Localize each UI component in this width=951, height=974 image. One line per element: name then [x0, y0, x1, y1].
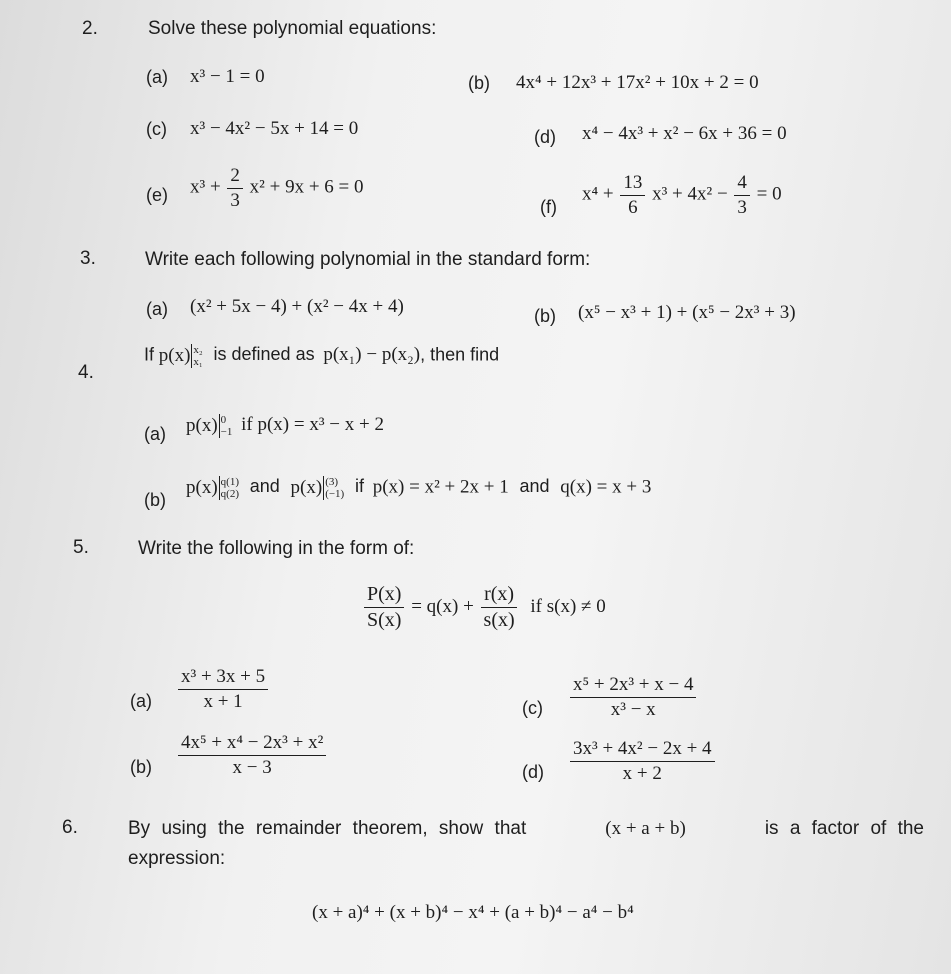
q5-form-denominator-1: S(x) [367, 609, 402, 631]
q3a-expression: (x² + 5x − 4) + (x² − 4x + 4) [190, 296, 404, 317]
q4b-expression [186, 476, 651, 500]
q2d-label: (d) [534, 127, 556, 147]
question-5-number: 5. [73, 537, 89, 558]
q4b-px-1: p(x) [186, 477, 218, 499]
q4-then-text: , then find [420, 344, 500, 365]
q6-text-3: expression: [128, 848, 226, 869]
question-3-heading: Write each following polynomial in the standard form: [145, 249, 591, 270]
q5c-label: (c) [522, 698, 543, 718]
q4a-upper-limit: 0 [220, 414, 227, 426]
q2a-equation: x³ − 1 = 0 [190, 66, 265, 87]
q4b-eval-notation-1 [186, 476, 239, 500]
q2d-equation: x⁴ − 4x³ + x² − 6x + 36 = 0 [582, 123, 787, 144]
q4b-if: if [354, 476, 364, 497]
question-2-number: 2. [82, 18, 98, 39]
q5d-fraction [568, 738, 717, 785]
q4-defined-text: is defined as [213, 344, 315, 365]
q5b-numerator: 4x⁵ + x⁴ − 2x³ + x² [178, 732, 326, 756]
q4b-eval-notation-2 [291, 476, 345, 500]
q4b-label: (b) [144, 490, 166, 510]
q2a-label: (a) [146, 67, 168, 87]
q4-px: p(x) [158, 345, 191, 367]
q5-form-condition: if s(x) ≠ 0 [530, 595, 606, 617]
q4b-and-2: and [519, 476, 550, 497]
q4-lower-limit: x₁ [193, 356, 203, 369]
question-4-number: 4. [78, 362, 94, 383]
q2f-pre: x⁴ + [582, 183, 614, 205]
q5-form-fraction-1 [364, 583, 404, 632]
q4a-expression [186, 414, 384, 438]
q5a-label: (a) [130, 691, 152, 711]
q5b-denominator: x − 3 [232, 756, 272, 778]
q4a-lower-limit: −1 [220, 426, 233, 439]
q6-text-2: is a factor of the [764, 818, 924, 839]
q4b-lower-limit-1: q(2) [220, 488, 239, 501]
q2f-denominator-1: 6 [628, 196, 638, 218]
q2f-label: (f) [540, 197, 557, 217]
q5-form-equation [362, 583, 606, 632]
q2e-label: (e) [146, 185, 168, 205]
q5d-denominator: x + 2 [622, 762, 662, 784]
q2e-post: x² + 9x + 6 = 0 [249, 176, 364, 198]
q2f-fraction-1 [620, 172, 645, 219]
q2e-equation [190, 165, 364, 212]
q5a-fraction [176, 666, 270, 713]
q2f-fraction-2 [734, 172, 750, 219]
q4b-px-2: p(x) [290, 477, 323, 499]
q5c-fraction [568, 674, 698, 721]
q5-form-mid: = q(x) + [411, 595, 474, 617]
q5b-frac [178, 732, 326, 779]
q5c-numerator: x⁵ + 2x³ + x − 4 [570, 674, 696, 698]
q3a-label: (a) [146, 299, 168, 319]
q2b-equation: 4x⁴ + 12x³ + 17x² + 10x + 2 = 0 [516, 72, 759, 93]
q6-expression: (x + a)⁴ + (x + b)⁴ − x⁴ + (a + b)⁴ − a⁴ − b⁴ [312, 902, 634, 923]
q5c-denominator: x³ − x [610, 698, 656, 720]
q5b-label: (b) [130, 757, 152, 777]
q2f-numerator-2: 4 [734, 172, 750, 196]
q2f-mid: x³ + 4x² − [652, 183, 728, 205]
q4-eval-notation [159, 344, 203, 368]
q4b-lower-limit-2: (−1) [325, 488, 345, 501]
q5-form-denominator-2: s(x) [483, 609, 515, 631]
q5a-frac [178, 666, 268, 713]
q4a-label: (a) [144, 424, 166, 444]
q2b-label: (b) [468, 73, 490, 93]
q4b-q-definition: q(x) = x + 3 [560, 476, 652, 498]
q4b-p-definition: p(x) = x² + 2x + 1 [372, 476, 509, 498]
q2f-denominator-2: 3 [737, 196, 747, 218]
q2e-fraction [227, 165, 243, 212]
q5c-frac [570, 674, 696, 721]
q2f-numerator-1: 13 [620, 172, 645, 196]
question-5-heading: Write the following in the form of: [138, 538, 415, 559]
q2f-equation [582, 172, 782, 219]
q6-factor: (x + a + b) [605, 818, 686, 839]
q4-if: If [144, 344, 155, 365]
q5d-label: (d) [522, 762, 544, 782]
question-4-statement [144, 344, 499, 368]
q5a-numerator: x³ + 3x + 5 [178, 666, 268, 690]
q4-upper-limit: x₂ [193, 344, 203, 356]
q5-form-fraction-2 [481, 583, 518, 632]
q3b-expression: (x⁵ − x³ + 1) + (x⁵ − 2x³ + 3) [578, 302, 796, 323]
q5-form-numerator-1: P(x) [364, 583, 404, 608]
q5a-denominator: x + 1 [203, 690, 243, 712]
q5-form-numerator-2: r(x) [481, 583, 517, 608]
q2e-pre: x³ + [190, 176, 221, 198]
q5d-numerator: 3x³ + 4x² − 2x + 4 [570, 738, 715, 762]
q5d-frac [570, 738, 715, 785]
q3b-label: (b) [534, 306, 556, 326]
q6-statement-line [128, 818, 924, 840]
question-6-number: 6. [62, 817, 78, 838]
q5b-fraction [176, 732, 328, 779]
question-2-heading: Solve these polynomial equations: [148, 18, 437, 39]
q4a-px: p(x) [186, 415, 218, 437]
q4b-upper-limit-2: (3) [325, 476, 339, 488]
q6-text-1: By using the remainder theorem, show that [128, 818, 527, 839]
q4b-upper-limit-1: q(1) [220, 476, 239, 488]
q4a-condition: if p(x) = x³ − x + 2 [241, 414, 384, 436]
q4-definition: p(x₁) − p(x₂) [323, 344, 421, 366]
q2c-label: (c) [146, 119, 167, 139]
q2e-denominator: 3 [230, 189, 240, 211]
q2f-post: = 0 [756, 183, 782, 205]
question-3-number: 3. [80, 248, 96, 269]
q2c-equation: x³ − 4x² − 5x + 14 = 0 [190, 118, 359, 139]
q2e-numerator: 2 [227, 165, 243, 189]
q4a-eval-notation [186, 414, 232, 438]
q4b-and-1: and [249, 476, 280, 497]
